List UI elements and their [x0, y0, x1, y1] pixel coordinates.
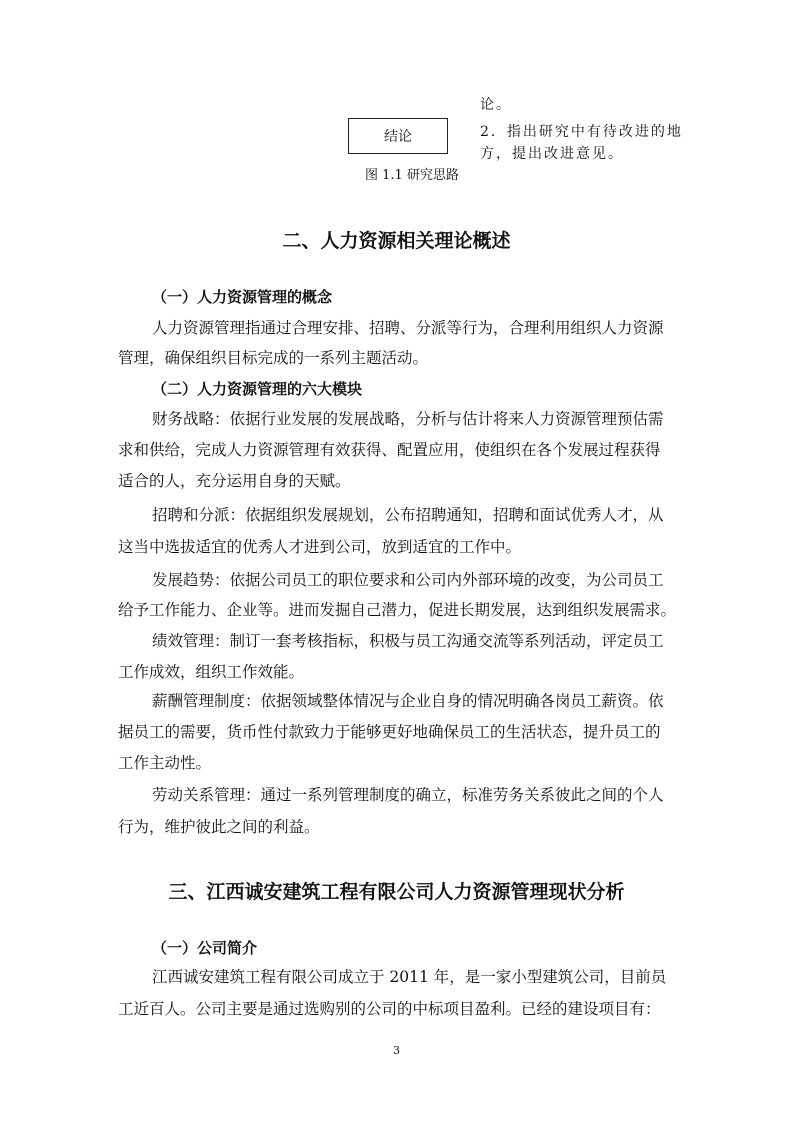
- paragraph-line: 劳动关系管理：通过一系列管理制度的确立，标准劳务关系彼此之间的个人: [152, 786, 664, 804]
- figure-side-text-line: 2．指出研究中有待改进的地: [480, 124, 683, 140]
- paragraph-line: 给予工作能力、企业等。进而发掘自己潜力，促进长期发展，达到组织发展需求。: [118, 601, 677, 619]
- paragraph-line: 招聘和分派：依据组织发展规划，公布招聘通知，招聘和面试优秀人才，从: [152, 506, 664, 524]
- figure-conclusion-box: [348, 118, 448, 154]
- subsection-heading: （二）人力资源管理的六大模块: [152, 380, 363, 398]
- paragraph-line: 这当中选拔适宜的优秀人才进到公司，放到适宜的工作中。: [118, 538, 522, 556]
- figure-side-text-line: 论。: [480, 97, 512, 113]
- paragraph-line: 薪酬管理制度：依据领域整体情况与企业自身的情况明确各岗员工薪资。依: [152, 692, 664, 710]
- paragraph-line: 管理，确保组织目标完成的一系列主题活动。: [118, 349, 429, 367]
- paragraph-line: 工近百人。公司主要是通过选购别的公司的中标项目盈利。已经的建设项目有：: [118, 1000, 661, 1018]
- paragraph-line: 绩效管理：制订一套考核指标，积极与员工沟通交流等系列活动，评定员工: [152, 632, 664, 650]
- paragraph-line: 适合的人，充分运用自身的天赋。: [118, 472, 351, 490]
- subsection-heading: （一）公司简介: [152, 939, 258, 957]
- paragraph-line: 求和供给，完成人力资源管理有效获得、配置应用，使组织在各个发展过程获得: [118, 441, 661, 459]
- paragraph-line: 据员工的需要，货币性付款致力于能够更好地确保员工的生活状态，提升员工的: [118, 723, 661, 741]
- section-heading: 二、人力资源相关理论概述: [282, 230, 511, 252]
- paragraph-line: 行为，维护彼此之间的利益。: [118, 818, 320, 836]
- subsection-heading: （一）人力资源管理的概念: [152, 288, 333, 306]
- paragraph-line: 人力资源管理指通过合理安排、招聘、分派等行为，合理利用组织人力资源: [152, 319, 664, 337]
- paragraph-line: 工作主动性。: [118, 754, 212, 772]
- paragraph-line: 财务战略：依据行业发展的发展战略，分析与估计将来人力资源管理预估需: [152, 410, 664, 428]
- figure-box-label: 结论: [384, 129, 412, 145]
- paragraph-line: 江西诚安建筑工程有限公司成立于 2011 年，是一家小型建筑公司，目前员: [152, 968, 667, 986]
- section-heading: 三、江西诚安建筑工程有限公司人力资源管理现状分析: [168, 881, 625, 903]
- figure-caption: 图 1.1 研究思路: [365, 168, 459, 183]
- figure-side-text-line: 方，提出改进意见。: [480, 146, 624, 162]
- paragraph-line: 发展趋势：依据公司员工的职位要求和公司内外部环境的改变，为公司员工: [152, 571, 664, 589]
- paragraph-line: 工作成效，组织工作效能。: [118, 663, 305, 681]
- page-number: 3: [393, 1044, 400, 1057]
